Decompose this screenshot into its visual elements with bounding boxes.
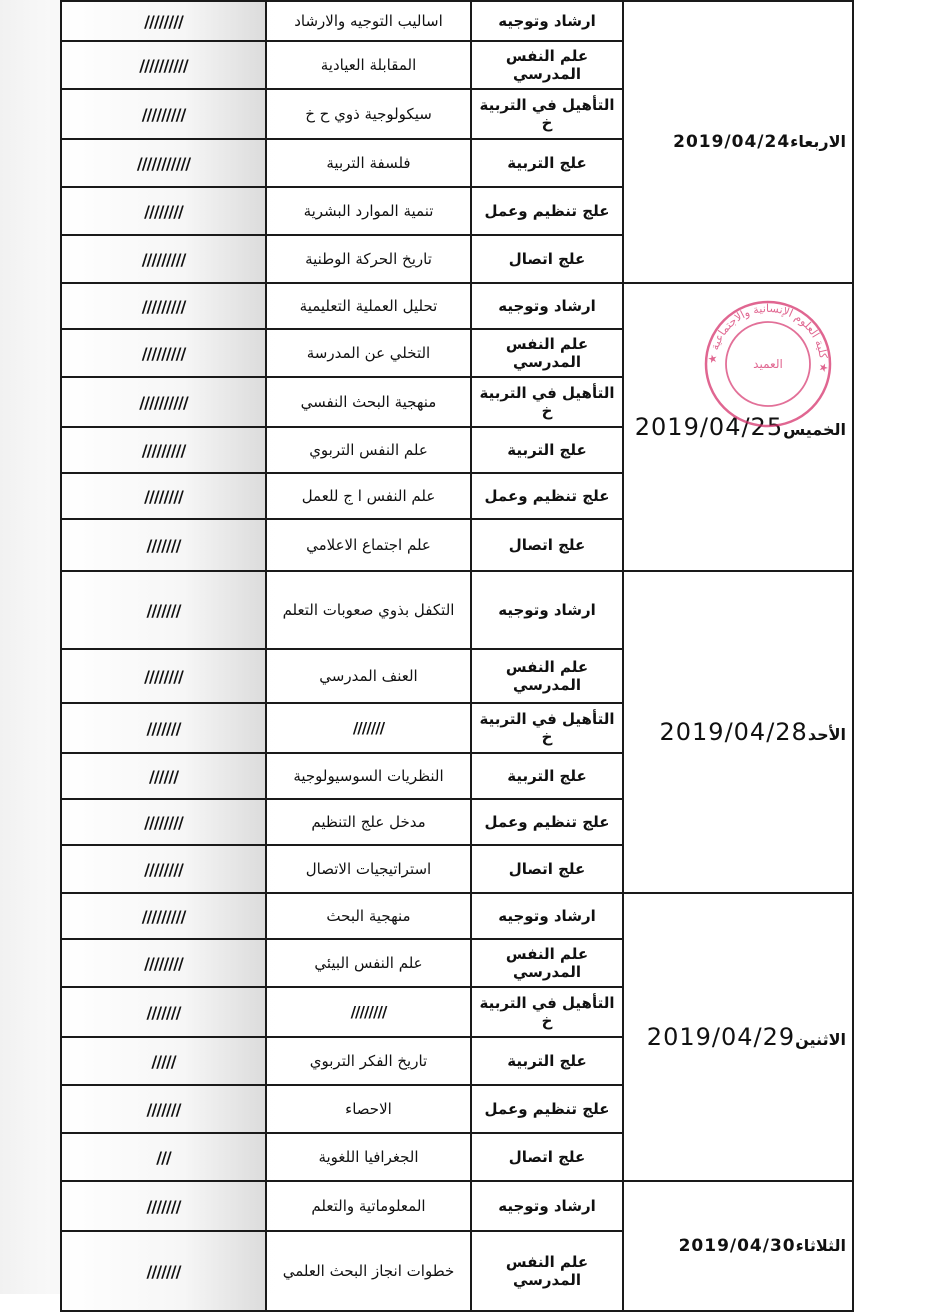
subject-cell: الاحصاء (266, 1085, 471, 1133)
subject-cell: مدخل علج التنظيم (266, 799, 471, 845)
specialty-cell: علج اتصال (471, 519, 623, 571)
subject-cell: المقابلة العيادية (266, 41, 471, 89)
blank-cell: ///////// (61, 283, 266, 329)
day-cell (623, 1181, 853, 1311)
specialty-cell: التأهيل في التربية خ (471, 703, 623, 753)
blank-cell: ///////// (61, 329, 266, 377)
blank-cell: //////// (61, 939, 266, 987)
exam-date: 2019/04/30 (678, 1236, 796, 1256)
subject-cell: //////// (266, 987, 471, 1037)
subject-cell: النظريات السوسيولوجية (266, 753, 471, 799)
day-name: الأحد (807, 725, 846, 744)
blank-cell: //////// (61, 1, 266, 41)
subject-cell: /////// (266, 703, 471, 753)
day-heading (630, 132, 846, 152)
exam-schedule-table (60, 0, 854, 1312)
specialty-cell: علج التربية (471, 753, 623, 799)
blank-cell: //////// (61, 473, 266, 519)
svg-text:★ كلية العلوم الإنسانية والاجت: ★ كلية العلوم الإنسانية والاجتماعية ★ (705, 301, 831, 373)
blank-cell: ////////// (61, 41, 266, 89)
specialty-cell: علج تنظيم وعمل (471, 799, 623, 845)
subject-cell: فلسفة التربية (266, 139, 471, 187)
blank-cell: //////// (61, 845, 266, 893)
subject-cell: تحليل العملية التعليمية (266, 283, 471, 329)
blank-cell: ////////// (61, 377, 266, 427)
schedule-row (61, 893, 853, 939)
exam-date: 2019/04/29 (646, 1023, 796, 1051)
official-stamp (702, 298, 834, 430)
schedule-row (61, 1, 853, 41)
blank-cell: ////// (61, 753, 266, 799)
specialty-cell: ارشاد وتوجيه (471, 893, 623, 939)
specialty-cell: علج اتصال (471, 845, 623, 893)
specialty-cell: علم النفس المدرسي (471, 939, 623, 987)
subject-cell: الجغرافيا اللغوية (266, 1133, 471, 1181)
specialty-cell: التأهيل في التربية خ (471, 377, 623, 427)
specialty-cell: علم النفس المدرسي (471, 329, 623, 377)
specialty-cell: التأهيل في التربية خ (471, 987, 623, 1037)
blank-cell: //////// (61, 187, 266, 235)
subject-cell: منهجية البحث النفسي (266, 377, 471, 427)
day-cell (623, 571, 853, 893)
blank-cell: ///////// (61, 235, 266, 283)
subject-cell: علم النفس التربوي (266, 427, 471, 473)
day-heading (630, 1023, 846, 1051)
specialty-cell: علم النفس المدرسي (471, 1231, 623, 1311)
subject-cell: التكفل بذوي صعوبات التعلم (266, 571, 471, 649)
blank-cell: /// (61, 1133, 266, 1181)
schedule-row (61, 1181, 853, 1231)
subject-cell: اساليب التوجيه والارشاد (266, 1, 471, 41)
blank-cell: ///////// (61, 89, 266, 139)
specialty-cell: ارشاد وتوجيه (471, 1181, 623, 1231)
blank-cell: /////// (61, 519, 266, 571)
day-heading (630, 1236, 846, 1256)
blank-cell: ///////// (61, 427, 266, 473)
specialty-cell: علج اتصال (471, 1133, 623, 1181)
day-name: الثلاثاء (795, 1236, 846, 1255)
blank-cell: /////// (61, 987, 266, 1037)
subject-cell: خطوات انجاز البحث العلمي (266, 1231, 471, 1311)
subject-cell: تاريخ الفكر التربوي (266, 1037, 471, 1085)
specialty-cell: علج اتصال (471, 235, 623, 283)
blank-cell: /////// (61, 703, 266, 753)
subject-cell: علم اجتماع الاعلامي (266, 519, 471, 571)
subject-cell: علم النفس ا ج للعمل (266, 473, 471, 519)
schedule-row (61, 283, 853, 329)
specialty-cell: التأهيل في التربية خ (471, 89, 623, 139)
specialty-cell: علج التربية (471, 1037, 623, 1085)
blank-cell: /////// (61, 1181, 266, 1231)
exam-date: 2019/04/28 (659, 718, 808, 746)
subject-cell: تاريخ الحركة الوطنية (266, 235, 471, 283)
blank-cell: //////// (61, 799, 266, 845)
blank-cell: /////// (61, 1085, 266, 1133)
day-cell (623, 1, 853, 283)
subject-cell: تنمية الموارد البشرية (266, 187, 471, 235)
day-cell (623, 283, 853, 571)
blank-cell: /////////// (61, 139, 266, 187)
specialty-cell: ارشاد وتوجيه (471, 571, 623, 649)
specialty-cell: علج التربية (471, 139, 623, 187)
day-cell (623, 893, 853, 1181)
blank-cell: ///////// (61, 893, 266, 939)
specialty-cell: علج تنظيم وعمل (471, 1085, 623, 1133)
subject-cell: سيكولوجية ذوي ح خ (266, 89, 471, 139)
specialty-cell: علم النفس المدرسي (471, 649, 623, 703)
subject-cell: منهجية البحث (266, 893, 471, 939)
specialty-cell: ارشاد وتوجيه (471, 283, 623, 329)
day-heading (630, 413, 846, 441)
subject-cell: علم النفس البيئي (266, 939, 471, 987)
blank-cell: ///// (61, 1037, 266, 1085)
day-name: الاربعاء (790, 132, 846, 151)
svg-text:العميد: العميد (753, 357, 783, 371)
exam-date: 2019/04/24 (673, 132, 791, 152)
subject-cell: العنف المدرسي (266, 649, 471, 703)
specialty-cell: علج تنظيم وعمل (471, 473, 623, 519)
specialty-cell: علم النفس المدرسي (471, 41, 623, 89)
specialty-cell: ارشاد وتوجيه (471, 1, 623, 41)
subject-cell: المعلوماتية والتعلم (266, 1181, 471, 1231)
schedule-body (61, 1, 853, 1311)
blank-cell: //////// (61, 649, 266, 703)
schedule-row (61, 571, 853, 649)
blank-cell: /////// (61, 1231, 266, 1311)
day-heading (630, 718, 846, 746)
day-name: الاثنين (795, 1030, 846, 1049)
subject-cell: التخلي عن المدرسة (266, 329, 471, 377)
blank-cell: /////// (61, 571, 266, 649)
subject-cell: استراتيجيات الاتصال (266, 845, 471, 893)
exam-date: 2019/04/25 (634, 413, 784, 441)
specialty-cell: علج تنظيم وعمل (471, 187, 623, 235)
specialty-cell: علج التربية (471, 427, 623, 473)
day-name: الخميس (783, 420, 846, 439)
